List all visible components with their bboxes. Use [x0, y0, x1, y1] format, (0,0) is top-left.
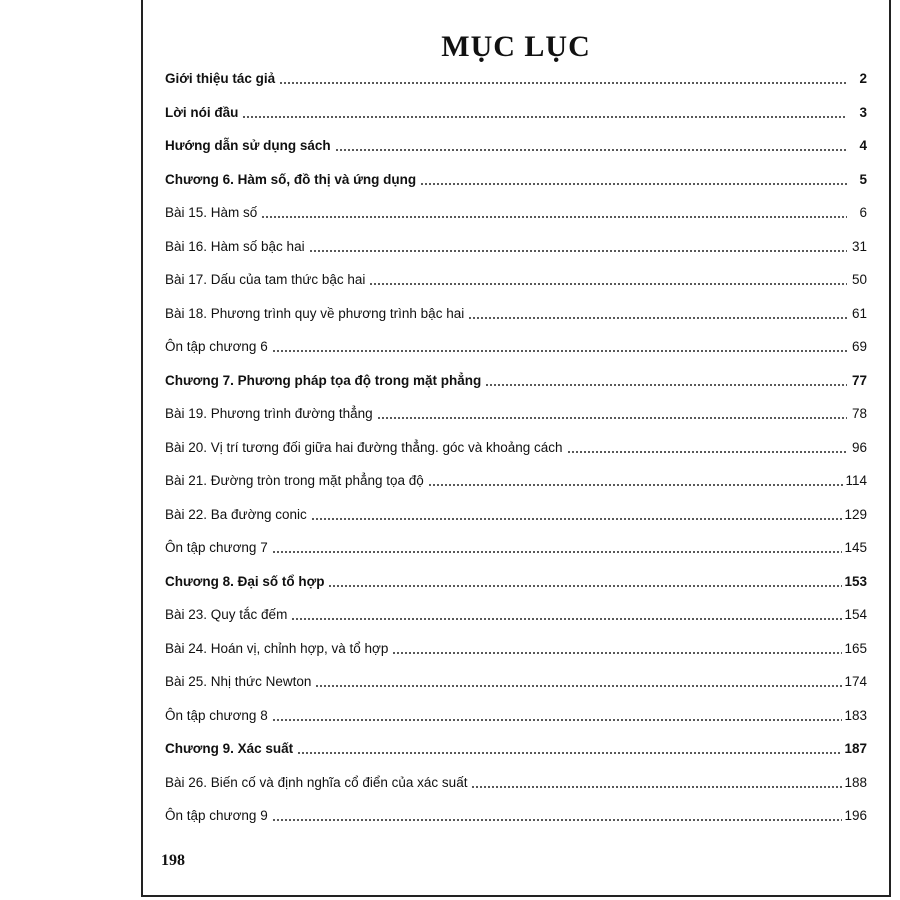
- dot-leader: [291, 617, 842, 621]
- dot-leader: [272, 718, 843, 722]
- toc-entry-label: Ôn tập chương 6: [165, 339, 268, 354]
- toc-entry-page: 188: [844, 774, 867, 790]
- toc-entry: [165, 368, 867, 390]
- toc-entry-label: Bài 26. Biến cố và định nghĩa cổ điển của xác suất: [165, 774, 468, 790]
- toc-entry-page: 5: [859, 171, 867, 187]
- toc-entry-label: Chương 8. Đại số tổ hợp: [165, 573, 325, 589]
- toc-entry-page: 145: [844, 540, 867, 555]
- toc-entry-label: Bài 15. Hàm số: [165, 205, 258, 220]
- dot-leader: [311, 517, 843, 521]
- dot-leader: [272, 349, 847, 353]
- toc-entry: [165, 803, 867, 825]
- dot-leader: [468, 316, 847, 320]
- dot-leader: [315, 684, 842, 688]
- toc-entry: [165, 100, 867, 122]
- toc-entry-page: 2: [859, 71, 867, 86]
- toc-entry-label: Ôn tập chương 7: [165, 540, 268, 555]
- toc-entry-page: 183: [844, 707, 867, 723]
- dot-leader: [428, 483, 844, 487]
- dot-leader: [471, 785, 842, 789]
- dot-leader: [369, 282, 847, 286]
- toc-entry-page: 196: [844, 808, 867, 823]
- toc-entry: [165, 267, 867, 289]
- toc-entry-label: Bài 24. Hoán vị, chỉnh hợp, và tổ hợp: [165, 640, 389, 656]
- toc-entry: [165, 569, 867, 591]
- dot-leader: [272, 818, 843, 822]
- toc-entry-label: Bài 19. Phương trình đường thẳng: [165, 406, 373, 421]
- toc-entry: [165, 502, 867, 524]
- dot-leader: [392, 651, 842, 655]
- toc-entry: [165, 636, 867, 658]
- toc-entry-label: Ôn tập chương 9: [165, 808, 268, 823]
- toc-entry-page: 129: [844, 506, 867, 522]
- toc-entry-page: 61: [851, 305, 867, 321]
- toc-entry-label: Hướng dẫn sử dụng sách: [165, 138, 331, 153]
- dot-leader: [377, 416, 847, 420]
- dot-leader: [328, 584, 842, 588]
- toc-entry-label: Chương 9. Xác suất: [165, 741, 294, 756]
- dot-leader: [261, 215, 847, 219]
- toc-entry-page: 165: [844, 640, 867, 656]
- toc-entry-label: Lời nói đầu: [165, 104, 239, 120]
- dot-leader: [420, 182, 847, 186]
- toc-entry-page: 3: [859, 104, 867, 120]
- toc-entry: [165, 468, 867, 490]
- toc-entry-page: 187: [844, 741, 867, 756]
- toc-entry-page: 114: [845, 473, 867, 488]
- toc-entry-label: Bài 23. Quy tắc đếm: [165, 607, 288, 622]
- toc-entry: [165, 66, 867, 88]
- toc-entry-page: 78: [851, 406, 867, 421]
- dot-leader: [309, 249, 847, 253]
- toc-entry: [165, 234, 867, 256]
- toc-entry-page: 77: [851, 372, 867, 388]
- dot-leader: [297, 751, 842, 755]
- toc-entry-page: 154: [844, 607, 867, 622]
- dot-leader: [279, 81, 847, 85]
- toc-entry-label: Chương 7. Phương pháp tọa độ trong mặt phẳng: [165, 372, 482, 388]
- toc-entry: [165, 535, 867, 557]
- document-page: [141, 0, 891, 897]
- toc-entry-label: Bài 20. Vị trí tương đối giữa hai đường thẳng. góc và khoảng cách: [165, 439, 563, 455]
- toc-entry-label: Bài 18. Phương trình quy về phương trình bậc hai: [165, 305, 465, 321]
- toc-entry-page: 4: [859, 138, 867, 153]
- dot-leader: [567, 450, 847, 454]
- toc-entry: [165, 334, 867, 356]
- toc-entry-label: Bài 16. Hàm số bậc hai: [165, 238, 305, 254]
- toc-entry-page: 153: [844, 573, 867, 589]
- toc-entry: [165, 435, 867, 457]
- toc-entry-label: Chương 6. Hàm số, đồ thị và ứng dụng: [165, 171, 417, 187]
- dot-leader: [335, 148, 847, 152]
- toc-entry-label: Bài 17. Dấu của tam thức bậc hai: [165, 272, 366, 287]
- toc-entry: [165, 770, 867, 792]
- dot-leader: [242, 115, 847, 119]
- page-number: 198: [161, 852, 185, 869]
- toc-entry: [165, 301, 867, 323]
- toc-entry: [165, 736, 867, 758]
- toc-entry: [165, 703, 867, 725]
- toc-entry-label: Bài 25. Nhị thức Newton: [165, 674, 312, 689]
- toc-entry-label: Giới thiệu tác giả: [165, 71, 276, 86]
- toc-entry-page: 174: [844, 674, 867, 689]
- toc-entry-page: 96: [851, 439, 867, 455]
- toc-entry-label: Ôn tập chương 8: [165, 707, 268, 723]
- toc-entry-label: Bài 22. Ba đường conic: [165, 506, 307, 522]
- toc-entry: [165, 602, 867, 624]
- toc-entry: [165, 669, 867, 691]
- dot-leader: [272, 550, 843, 554]
- toc-entry-page: 69: [851, 339, 867, 354]
- toc-entry-label: Bài 21. Đường tròn trong mặt phẳng tọa độ: [165, 473, 424, 488]
- toc-entry-page: 50: [851, 272, 867, 287]
- dot-leader: [485, 383, 847, 387]
- toc-entry: [165, 200, 867, 222]
- toc-entry-page: 6: [859, 205, 867, 220]
- toc-entry-page: 31: [851, 238, 867, 254]
- toc-entry: [165, 401, 867, 423]
- page-title: MỤC LỤC: [441, 30, 591, 63]
- toc-entry: [165, 133, 867, 155]
- toc-entry: [165, 167, 867, 189]
